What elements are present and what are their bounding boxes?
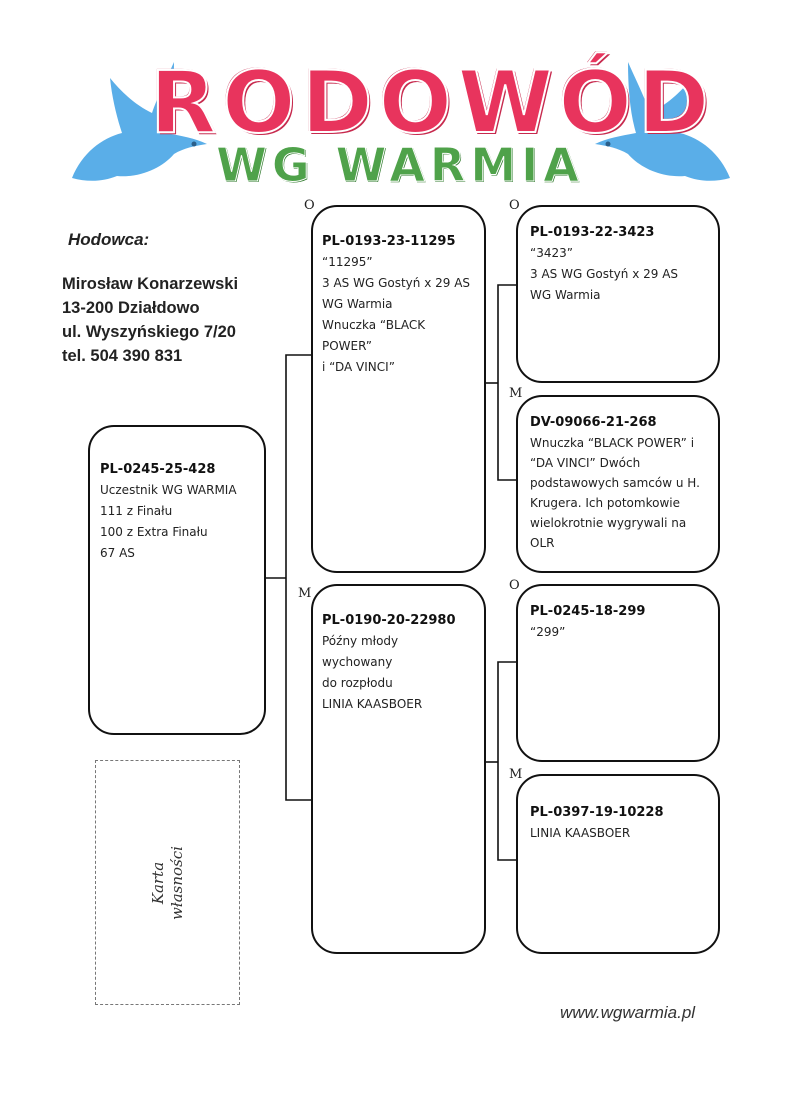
ring-number: PL-0193-23-11295 bbox=[322, 234, 456, 249]
pedigree-line: 111 z Finału bbox=[100, 504, 173, 518]
ring-number: PL-0397-19-10228 bbox=[530, 805, 664, 820]
ring-number: PL-0245-25-428 bbox=[100, 462, 216, 477]
father-mother-label: M bbox=[509, 386, 523, 401]
pedigree-line: “DA VINCI” Dwóch bbox=[530, 456, 641, 470]
property-card-line: własności bbox=[167, 845, 186, 920]
mother-father-label: O bbox=[509, 578, 520, 593]
father-father-label: O bbox=[509, 198, 520, 213]
pedigree-mother-father bbox=[516, 584, 720, 762]
property-card-text bbox=[149, 846, 187, 920]
pedigree-line: Uczestnik WG WARMIA bbox=[100, 483, 237, 497]
breeder-name: Mirosław Konarzewski bbox=[62, 275, 239, 293]
pedigree-line: “299” bbox=[530, 625, 566, 639]
mother-mother-label: M bbox=[509, 767, 523, 782]
pedigree-father-mother bbox=[516, 395, 720, 573]
page-title: RODOWÓD bbox=[150, 53, 716, 153]
ring-number: PL-0193-22-3423 bbox=[530, 225, 655, 240]
pedigree-line: Późny młody wychowany bbox=[322, 634, 399, 669]
pedigree-line: 3 AS WG Gostyń x 29 AS bbox=[322, 276, 471, 290]
ring-number: PL-0190-20-22980 bbox=[322, 613, 456, 628]
pedigree-line: “3423” bbox=[530, 246, 573, 260]
pedigree-line: 67 AS bbox=[100, 546, 135, 560]
pedigree-mother bbox=[311, 584, 486, 954]
pedigree-line: 3 AS WG Gostyń x 29 AS bbox=[530, 267, 679, 281]
breeder-street: ul. Wyszyńskiego 7/20 bbox=[62, 323, 236, 341]
pedigree-line: LINIA KAASBOER bbox=[530, 826, 631, 840]
pedigree-line: “11295” bbox=[322, 255, 373, 269]
property-card-line: Karta bbox=[148, 861, 167, 904]
breeder-postal: 13-200 Działdowo bbox=[62, 299, 200, 317]
pedigree-line: i “DA VINCI” bbox=[322, 360, 395, 374]
website-link[interactable]: www.wgwarmia.pl bbox=[560, 1003, 696, 1022]
pedigree-line: WG Warmia bbox=[322, 297, 393, 311]
pedigree-line: LINIA KAASBOER bbox=[322, 697, 423, 711]
pedigree-line: podstawowych samców u H. bbox=[530, 476, 700, 490]
pedigree-mother-mother bbox=[516, 774, 720, 954]
pedigree-line: Krugera. Ich potomkowie bbox=[530, 496, 680, 510]
mother-label: M bbox=[298, 586, 312, 601]
pedigree-father bbox=[311, 205, 486, 573]
property-card bbox=[95, 760, 240, 1005]
page-subtitle: WG WARMIA bbox=[216, 138, 584, 192]
breeder-phone: tel. 504 390 831 bbox=[62, 347, 183, 365]
pedigree-line: 100 z Extra Finału bbox=[100, 525, 208, 539]
pedigree-line: WG Warmia bbox=[530, 288, 601, 302]
ring-number: PL-0245-18-299 bbox=[530, 604, 646, 619]
father-label: O bbox=[304, 198, 315, 213]
pedigree-line: Wnuczka “BLACK POWER” i bbox=[530, 436, 695, 450]
breeder-label: Hodowca: bbox=[68, 230, 150, 249]
pedigree-subject bbox=[88, 425, 266, 735]
pedigree-line: OLR bbox=[530, 536, 555, 550]
ring-number: DV-09066-21-268 bbox=[530, 415, 657, 430]
pedigree-line: do rozpłodu bbox=[322, 676, 393, 690]
pedigree-father-father bbox=[516, 205, 720, 383]
pedigree-line: wielokrotnie wygrywali na bbox=[530, 516, 687, 530]
pedigree-line: Wnuczka “BLACK POWER” bbox=[322, 318, 426, 353]
